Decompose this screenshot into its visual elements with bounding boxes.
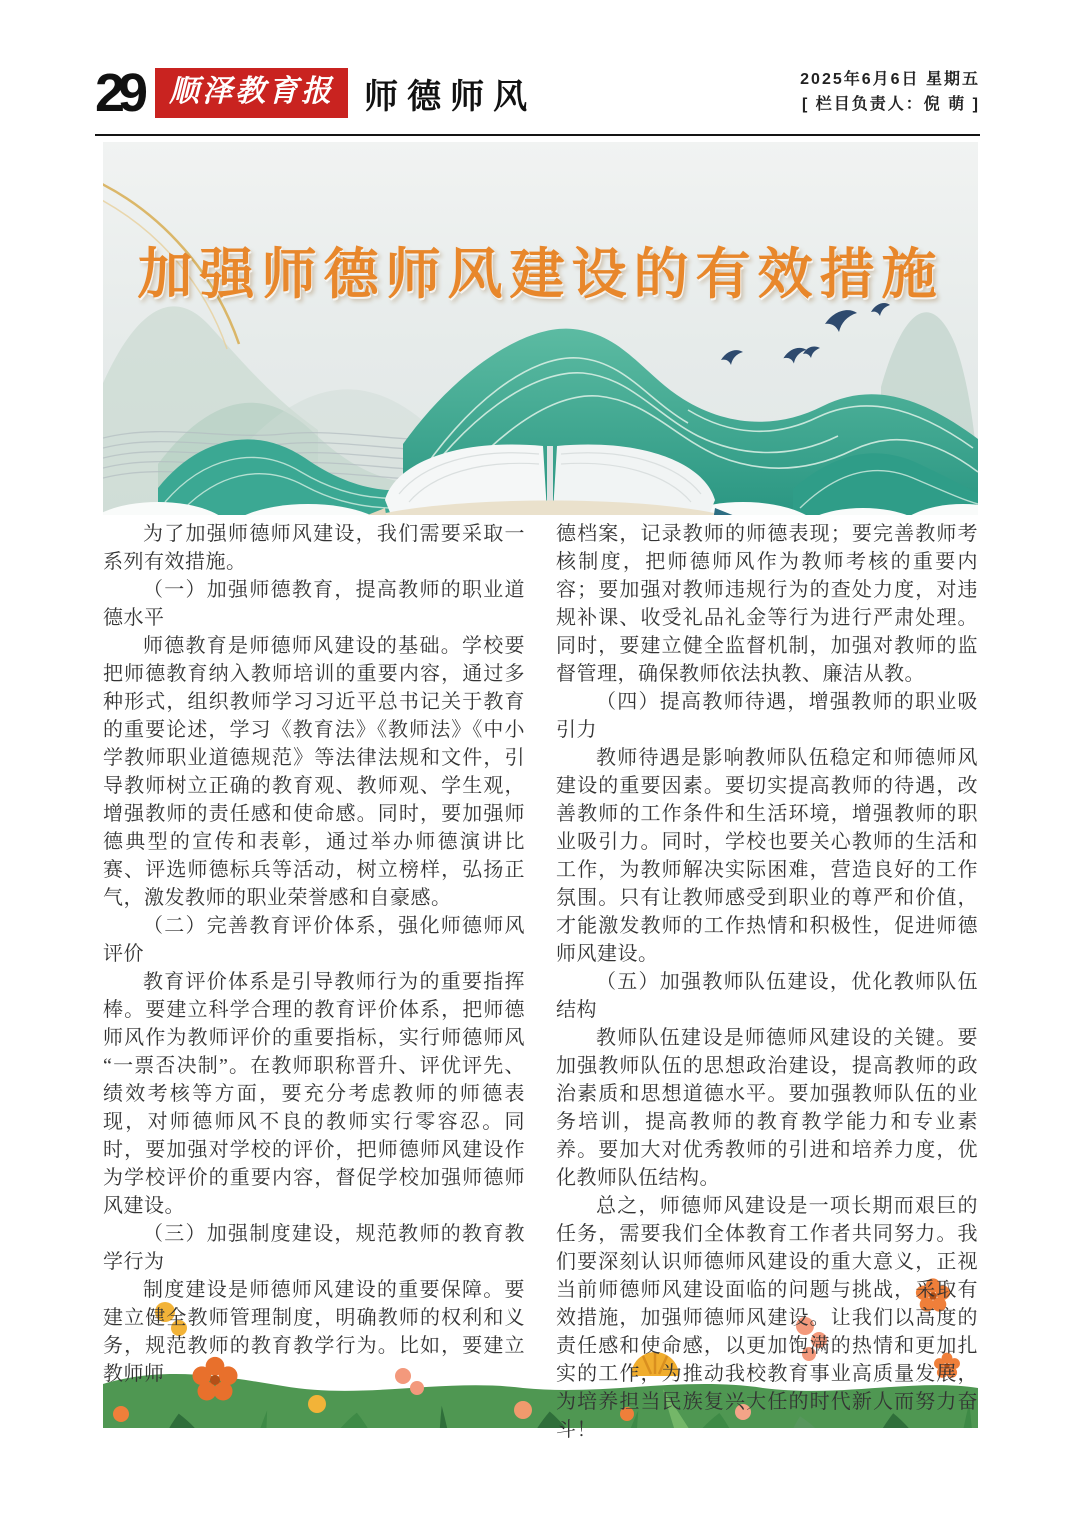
banner [103,142,978,515]
header-rule [95,134,980,136]
page-number: 29 [95,63,142,123]
paragraph: （四）提高教师待遇，增强教师的职业吸引力 [556,691,978,741]
paragraph: 师德教育是师德师风建设的基础。学校要把师德教育纳入教师培训的重要内容，通过多种形式，组织教师学习习近平总书记关于教育的重要论述，学习《教育法》《教师法》《中小学教师职业道德规范》等法律法规和文件，引导教师树立正确的教育观、教师观、学生观，增强教师的责任感和使命感。同时，要加强师德典型的宣传和表彰，通过举办师德演讲比赛、评选师德标兵等活动，树立榜样，弘扬正气，激发教师的职业荣誉感和自豪感。 [103,635,525,909]
paragraph: 为了加强师德师风建设，我们需要采取一系列有效措施。 [103,523,525,573]
article [103,520,978,1444]
section-title: 师德师风 [364,77,537,116]
editor-text: [ 栏目负责人：倪 萌 ] [802,96,980,113]
paragraph: 制度建设是师德师风建设的重要保障。要建立健全教师管理制度，明确教师的权利和义务，规范教师的教育教学行为。比如，要建立教师师 [103,1279,525,1385]
page-header [95,63,980,123]
paragraph: 德档案，记录教师的师德表现；要完善教师考核制度，把师德师风作为教师考核的重要内容；要加强对教师违规行为的查处力度，对违规补课、收受礼品礼金等行为进行严肃处理。同时，要建立健全监督机制，加强对教师的监督管理，确保教师依法执教、廉洁从教。 [556,523,978,685]
column-left [103,520,525,1444]
paragraph: （五）加强教师队伍建设，优化教师队伍结构 [556,971,978,1021]
paragraph: 教师待遇是影响教师队伍稳定和师德师风建设的重要因素。要切实提高教师的待遇，改善教师的工作条件和生活环境，增强教师的职业吸引力。同时，学校也要关心教师的生活和工作，为教师解决实际困难，营造良好的工作氛围。只有让教师感受到职业的尊严和价值，才能激发教师的工作热情和积极性，促进师德师风建设。 [556,747,978,965]
column-right [556,520,978,1444]
paragraph: 教育评价体系是引导教师行为的重要指挥棒。要建立科学合理的教育评价体系，把师德师风作为教师评价的重要指标，实行师德师风“一票否决制”。在教师职称晋升、评优评先、绩效考核等方面，要充分考虑教师的师德表现，对师德师风不良的教师实行零容忍。同时，要加强对学校的评价，把师德师风建设作为学校评价的重要内容，督促学校加强师德师风建设。 [103,971,525,1217]
banner-illustration [103,142,978,515]
paragraph: （三）加强制度建设，规范教师的教育教学行为 [103,1223,525,1273]
masthead-logo: 顺泽教育报 [155,68,348,118]
banner-title: 加强师德师风建设的有效措施 [137,244,944,305]
date-text: 2025年6月6日 星期五 [800,71,980,89]
paragraph: （一）加强师德教育，提高教师的职业道德水平 [103,579,525,629]
paragraph: （二）完善教育评价体系，强化师德师风评价 [103,915,525,965]
paragraph: 总之，师德师风建设是一项长期而艰巨的任务，需要我们全体教育工作者共同努力。我们要深刻认识师德师风建设的重大意义，正视当前师德师风建设面临的问题与挑战，采取有效措施，加强师德师风建设。让我们以高度的责任感和使命感，以更加饱满的热情和更加扎实的工作，为推动我校教育事业高质量发展，为培养担当民族复兴大任的时代新人而努力奋斗！ [556,1195,978,1441]
header-meta [800,68,980,118]
paragraph: 教师队伍建设是师德师风建设的关键。要加强教师队伍的思想政治建设，提高教师的政治素质和思想道德水平。要加强教师队伍的业务培训，提高教师的教育教学能力和专业素养。要加大对优秀教师的引进和培养力度，优化教师队伍结构。 [556,1027,978,1189]
